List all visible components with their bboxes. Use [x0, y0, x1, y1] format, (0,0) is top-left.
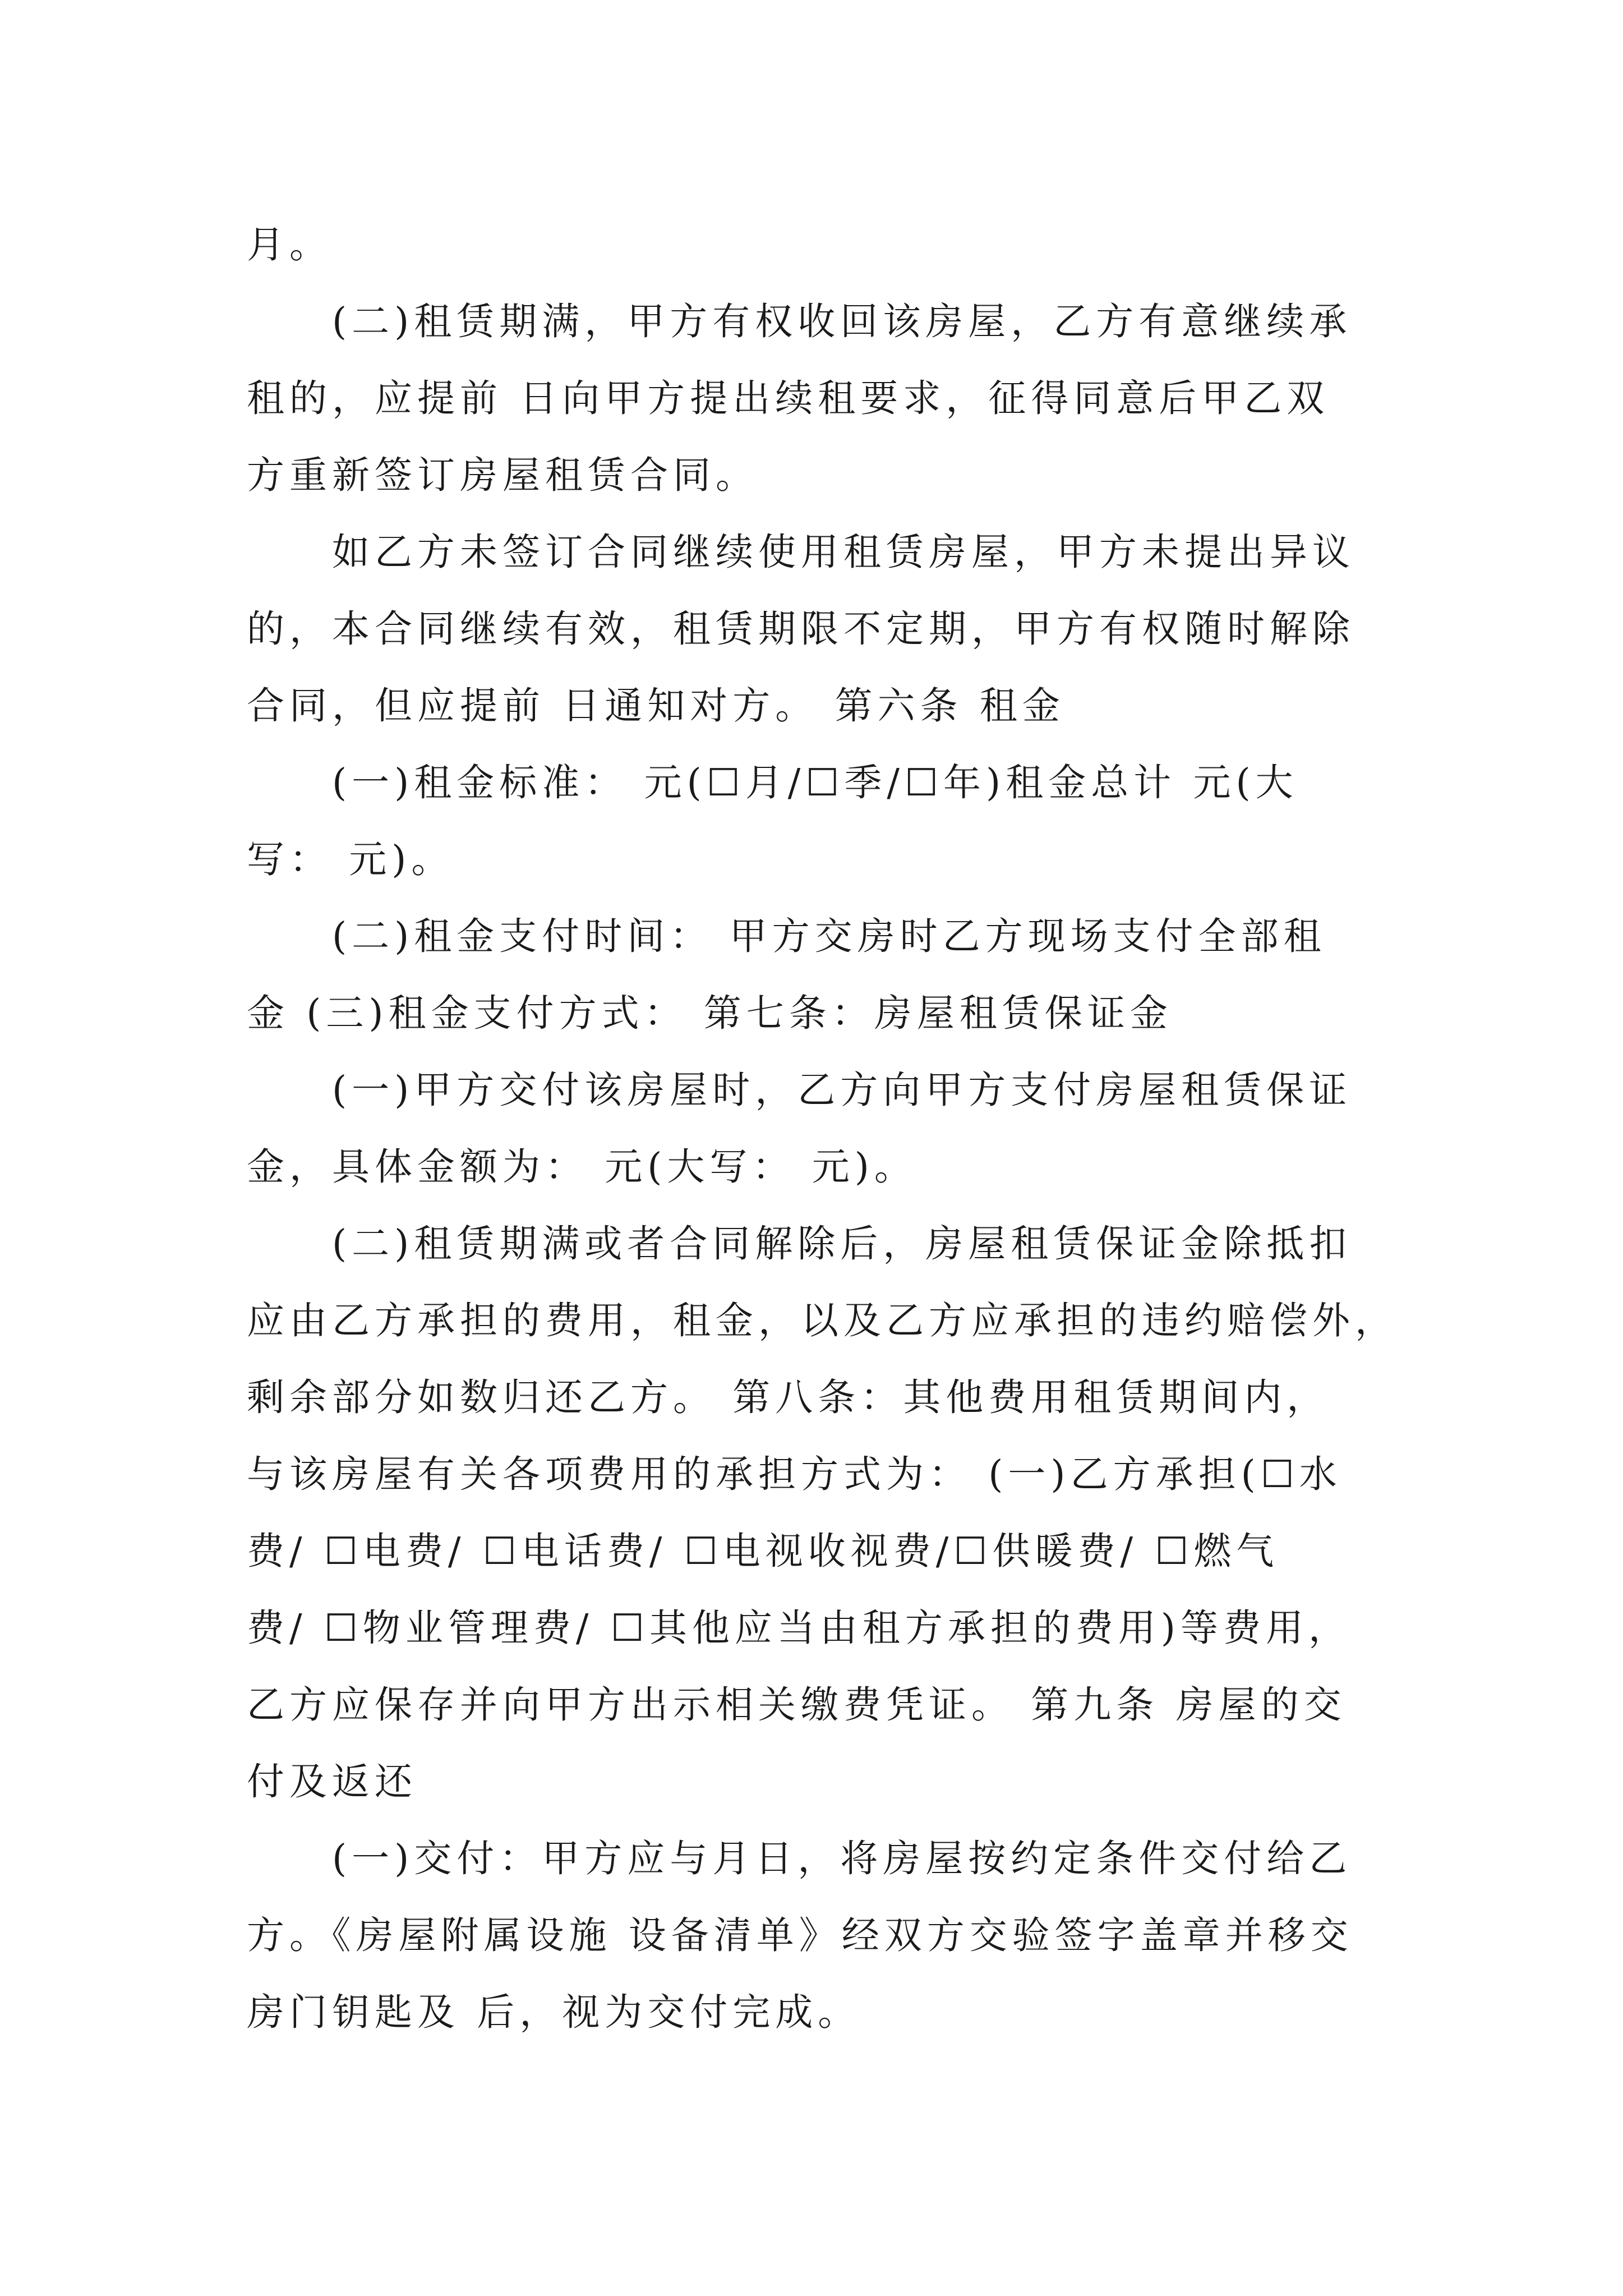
text-line: 写： 元)。: [247, 838, 454, 881]
text-line: 与该房屋有关各项费用的承担方式为： (一)乙方承担(☐水: [247, 1452, 1342, 1496]
text-line: (二)租赁期满或者合同解除后，房屋租赁保证金除抵扣: [332, 1222, 1352, 1266]
text-line: 方重新签订房屋租赁合同。: [247, 453, 758, 497]
text-line: 费/ ☐电费/ ☐电话费/ ☐电视收视费/☐供暖费/ ☐燃气: [247, 1529, 1279, 1573]
text-line: (一)交付：甲方应与月日，将房屋按约定条件交付给乙: [332, 1837, 1352, 1880]
text-line: 金，具体金额为： 元(大写： 元)。: [247, 1145, 917, 1189]
text-line: 剩余部分如数归还乙方。 第八条：其他费用租赁期间内，: [247, 1375, 1330, 1419]
text-line: 合同，但应提前 日通知对方。 第六条 租金: [247, 684, 1065, 728]
text-line: 金 (三)租金支付方式： 第七条：房屋租赁保证金: [247, 991, 1173, 1035]
text-line: (一)甲方交付该房屋时，乙方向甲方支付房屋租赁保证: [332, 1068, 1352, 1112]
text-line: 如乙方未签订合同继续使用租赁房屋，甲方未提出异议: [332, 530, 1355, 574]
text-line: 付及返还: [247, 1760, 417, 1803]
text-line: 乙方应保存并向甲方出示相关缴费凭证。 第九条 房屋的交: [247, 1683, 1347, 1727]
text-line: 租的，应提前 日向甲方提出续租要求，征得同意后甲乙双: [247, 376, 1330, 420]
contract-body: [247, 206, 1398, 2051]
text-line: (一)租金标准： 元(☐月/☐季/☐年)租金总计 元(大: [332, 761, 1298, 804]
text-line: 费/ ☐物业管理费/ ☐其他应当由租方承担的费用)等费用，: [247, 1606, 1352, 1650]
text-line: 的，本合同继续有效，租赁期限不定期，甲方有权随时解除: [247, 607, 1355, 651]
text-line: 房门钥匙及 后，视为交付完成。: [247, 1990, 861, 2034]
text-line: (二)租金支付时间： 甲方交房时乙方现场支付全部租: [332, 914, 1326, 958]
text-line: 方。《房屋附属设施 设备清单》经双方交验签字盖章并移交: [247, 1913, 1353, 1957]
text-line: (二)租赁期满，甲方有权收回该房屋，乙方有意继续承: [332, 300, 1352, 343]
text-line: 应由乙方承担的费用，租金，以及乙方应承担的违约赔偿外，: [247, 1299, 1398, 1342]
text-line: 月。: [247, 223, 332, 266]
